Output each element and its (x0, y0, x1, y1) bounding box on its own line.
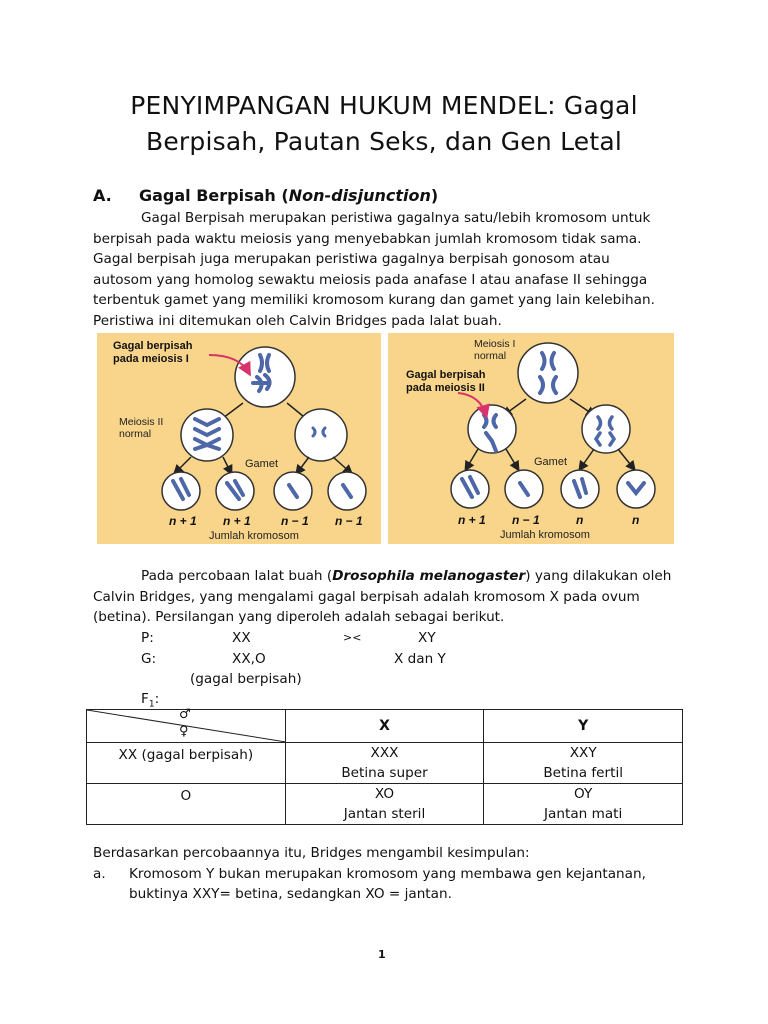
count-label: n − 1 (281, 514, 309, 528)
g-female: XX,O (232, 651, 266, 667)
top-label: normal (474, 350, 507, 362)
f1-letter: F (141, 691, 149, 707)
title-line-2: Berpisah, Pautan Seks, dan Gen Letal (145, 127, 623, 156)
genotype: XXY (569, 745, 597, 761)
table-row (87, 784, 683, 825)
phenotype: Jantan mati (544, 806, 623, 822)
genotype: XO (374, 786, 395, 802)
f1-colon: : (154, 691, 160, 707)
document-title (60, 88, 708, 160)
cell-middle-right (295, 409, 347, 461)
page-number: 1 (378, 948, 386, 961)
paragraph-conclusion (93, 843, 683, 905)
p-female: XX (232, 630, 251, 646)
table-corner-cell (87, 707, 286, 743)
column-header: Y (484, 710, 683, 743)
p-male: XY (418, 630, 436, 646)
table-cell (484, 784, 683, 825)
conclusion-item-a (93, 864, 683, 885)
text-run: ) yang dilakukan oleh (525, 568, 672, 584)
figure-meiosis-1-nondisjunction (97, 333, 381, 544)
section-a-heading (93, 186, 438, 205)
figure-meiosis-2-nondisjunction (388, 333, 674, 544)
gamet-label: Gamet (534, 456, 568, 468)
column-header: X (285, 710, 484, 743)
section-heading-text: Gagal Berpisah ( (139, 186, 289, 205)
table-cell (484, 743, 683, 784)
genotype: OY (574, 786, 593, 802)
p-label: P: (141, 630, 154, 646)
row-label: O (87, 784, 286, 825)
g-note: (gagal berpisah) (190, 671, 302, 687)
row-label: XX (gagal berpisah) (87, 743, 286, 784)
figure-left-drawing (97, 333, 381, 544)
paragraph-line: Gagal berpisah juga merupakan peristiwa gagalnya berpisah gonosom atau (93, 251, 610, 268)
paragraph-line: Peristiwa ini ditemukan oleh Calvin Bridges pada lalat buah. (93, 312, 502, 329)
section-heading-italic: Non-disjunction (288, 186, 431, 205)
phenotype: Betina super (341, 765, 428, 781)
section-heading-close: ) (430, 186, 439, 205)
species-name: Drosophila melanogaster (332, 568, 526, 584)
table-header-row (87, 710, 683, 743)
side-label: normal (119, 428, 152, 440)
gamet-label: Gamet (245, 458, 279, 470)
paragraph-line: Gagal Berpisah merupakan peristiwa gagalnya satu/lebih kromosom untuk (141, 210, 651, 226)
footer-label: Jumlah kromosom (500, 529, 590, 541)
genotype: XXX (370, 745, 399, 761)
list-text: Kromosom Y bukan merupakan kromosom yang membawa gen kejantanan, (129, 865, 646, 882)
side-label: Meiosis II (119, 416, 164, 428)
female-symbol-icon: ♀ (179, 724, 189, 739)
phenotype: Betina fertil (543, 765, 623, 781)
punnett-table (86, 709, 683, 825)
count-label: n (576, 513, 584, 527)
g-label: G: (141, 651, 157, 667)
conclusion-intro: Berdasarkan percobaannya itu, Bridges mengambil kesimpulan: (93, 845, 530, 861)
footer-label: Jumlah kromosom (209, 530, 299, 542)
callout-label: Gagal berpisah (113, 340, 193, 352)
paragraph-line (93, 566, 683, 587)
paragraph-definition (93, 208, 683, 332)
callout-label: pada meiosis I (113, 353, 189, 365)
f1-subscript: 1 (148, 699, 155, 710)
cell-middle-right (582, 405, 630, 453)
figure-right-drawing (388, 333, 674, 544)
count-label: n + 1 (458, 513, 486, 527)
phenotype: Jantan steril (343, 806, 426, 822)
title-line-1: PENYIMPANGAN HUKUM MENDEL: Gagal (130, 91, 638, 120)
table-cell (285, 784, 484, 825)
table-row (87, 743, 683, 784)
paragraph-line: berpisah pada waktu meiosis yang menyebabkan jumlah kromosom tidak sama. (93, 230, 642, 247)
cross-symbol: >< (343, 631, 362, 644)
count-label: n − 1 (512, 513, 540, 527)
gamete (561, 470, 599, 508)
top-label: Meiosis I (474, 338, 516, 350)
callout-label: Gagal berpisah (406, 369, 486, 381)
paragraph-line: terbentuk gamet yang memiliki kromosom kurang dan gamet yang lain kelebihan. (93, 292, 655, 309)
count-label: n + 1 (169, 514, 197, 528)
paragraph-line: autosom yang homolog sewaktu meiosis pada anafase I atau anafase II sehingga (93, 271, 648, 288)
count-label: n (632, 513, 640, 527)
g-male: X dan Y (394, 651, 446, 667)
section-letter: A. (93, 186, 112, 205)
cell-top (518, 343, 578, 403)
table-cell (285, 743, 484, 784)
conclusion-item-a-cont: buktinya XXY= betina, sedangkan XO = jantan. (129, 886, 452, 903)
paragraph-line: (betina). Persilangan yang diperoleh adalah sebagai berikut. (93, 609, 505, 626)
paragraph-experiment (93, 566, 683, 628)
count-label: n + 1 (223, 514, 251, 528)
male-symbol-icon: ♂ (179, 707, 191, 722)
callout-label: pada meiosis II (406, 382, 485, 394)
paragraph-line: Calvin Bridges, yang mengalami gagal berpisah adalah kromosom X pada ovum (93, 588, 640, 605)
text-run: Pada percobaan lalat buah ( (141, 568, 333, 584)
list-letter: a. (93, 865, 106, 882)
gamete (617, 470, 655, 508)
count-label: n − 1 (335, 514, 363, 528)
